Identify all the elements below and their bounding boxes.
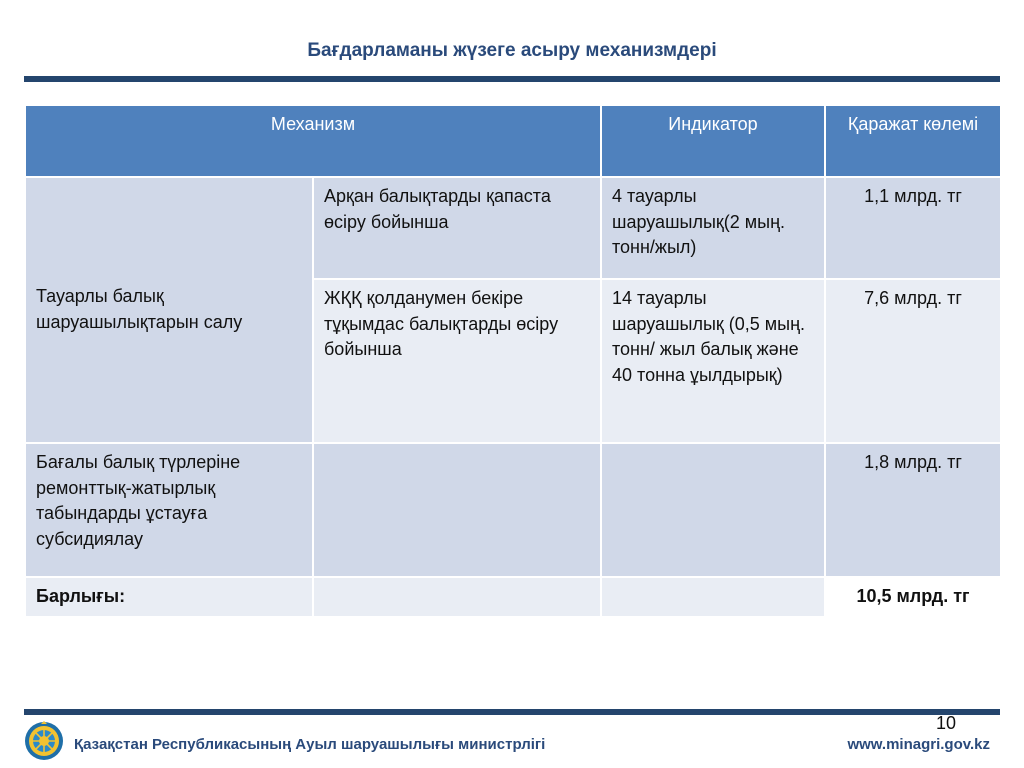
total-empty-cell bbox=[601, 577, 825, 617]
mechanisms-table bbox=[24, 104, 1002, 618]
amount-cell: 1,1 млрд. тг bbox=[825, 177, 1001, 279]
table-header-row bbox=[25, 105, 1001, 177]
title-rule bbox=[24, 76, 1000, 82]
footer-rule bbox=[24, 709, 1000, 715]
table-row bbox=[25, 443, 1001, 577]
header-amount: Қаражат көлемі bbox=[825, 105, 1001, 177]
indicator-cell bbox=[601, 443, 825, 577]
sub-mechanism-cell: ЖҚҚ қолданумен бекіре тұқымдас балықтарды өсіру бойынша bbox=[313, 279, 601, 443]
footer-ministry: Қазақстан Республикасының Ауыл шаруашылығы министрлігі bbox=[74, 736, 546, 753]
footer-url-link[interactable]: www.minagri.gov.kz bbox=[847, 736, 990, 753]
page-number: 10 bbox=[936, 713, 957, 733]
group-mechanism-cell: Тауарлы балық шаруашылықтарын салу bbox=[25, 177, 313, 443]
indicator-cell: 14 тауарлы шаруашылық (0,5 мың. тонн/ жыл балық және 40 тонна ұылдырық) bbox=[601, 279, 825, 443]
sub-mechanism-cell: Арқан балықтарды қапаста өсіру бойынша bbox=[313, 177, 601, 279]
indicator-cell: 4 тауарлы шаруашылық(2 мың. тонн/жыл) bbox=[601, 177, 825, 279]
header-mechanism: Механизм bbox=[25, 105, 601, 177]
table-row bbox=[25, 177, 1001, 279]
total-amount: 10,5 млрд. тг bbox=[825, 577, 1001, 617]
total-empty-cell bbox=[313, 577, 601, 617]
slide-title: Бағдарламаны жүзеге асыру механизмдері bbox=[307, 40, 717, 61]
amount-cell: 7,6 млрд. тг bbox=[825, 279, 1001, 443]
total-label: Барлығы: bbox=[25, 577, 313, 617]
mechanism-cell: Бағалы балық түрлеріне ремонттық-жатырлық табындарды ұстауға субсидиялау bbox=[25, 443, 313, 577]
amount-cell: 1,8 млрд. тг bbox=[825, 443, 1001, 577]
header-indicator: Индикатор bbox=[601, 105, 825, 177]
sub-mechanism-cell bbox=[313, 443, 601, 577]
total-row bbox=[25, 577, 1001, 617]
kazakhstan-emblem-icon bbox=[24, 721, 64, 761]
